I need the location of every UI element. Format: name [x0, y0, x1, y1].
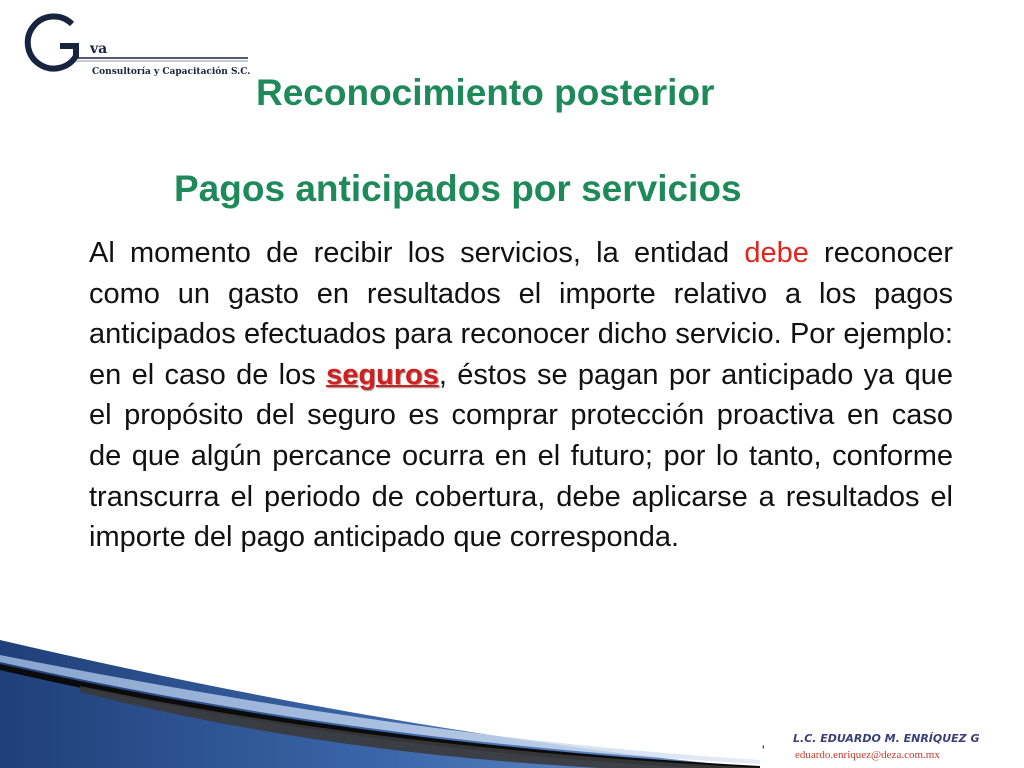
company-logo — [20, 10, 250, 80]
body-text-part-1: Al momento de recibir los servicios, la entidad — [89, 237, 745, 269]
slide-title: Reconocimiento posterior — [256, 72, 715, 113]
footer-author-name: L.C. EDUARDO M. ENRÍQUEZ G — [793, 732, 980, 745]
highlight-seguros: seguros — [326, 358, 439, 391]
footer-email[interactable]: eduardo.enriquez@deza.com.mx — [795, 749, 940, 761]
body-text-part-3: , éstos se pagan por anticipado ya que el propósito del seguro es comprar protección proactiva en caso de que algún percance ocurra en el futuro; por lo tanto, conforme transcurra el periodo de cobertura, debe aplicarse a resultados el importe del pago anticipado que corresponda. — [89, 358, 954, 554]
logo-subtitle: Consultoría y Capacitación S.C. — [92, 67, 251, 77]
highlight-debe: debe — [744, 237, 809, 269]
body-text-part-2: reconocer como un gasto en resultados el importe relativo a los pagos anticipados efectuados para reconocer dicho servicio. Por ejemplo: en el caso de los — [89, 237, 954, 391]
logo-brand-text: va — [90, 41, 108, 57]
slide-subtitle: Pagos anticipados por servicios — [174, 168, 742, 209]
body-paragraph — [89, 233, 953, 558]
footer-mark: ' — [762, 742, 765, 758]
